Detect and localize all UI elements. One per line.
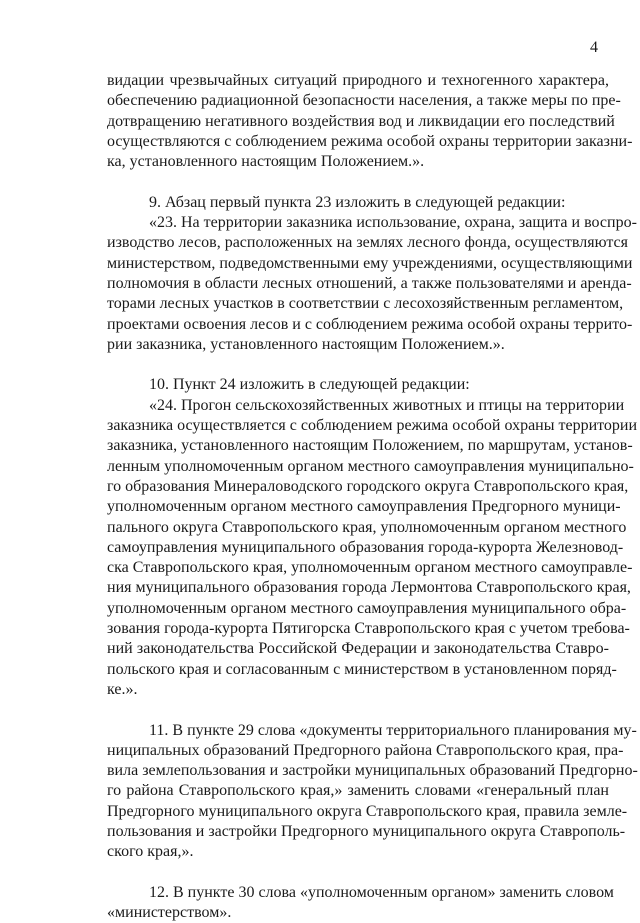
paragraph-continuation — [107, 71, 633, 172]
text-line: дотвращению негативного воздействия вод и ликвидации его последствий — [107, 112, 615, 130]
paragraph-item-9 — [107, 193, 637, 355]
text-line: польского края и согласованным с министерством в установленном поряд- — [107, 660, 617, 678]
text-line: Предгорного муниципального округа Ставропольского края, правила земле- — [107, 802, 628, 820]
text-line: «министерством». — [107, 904, 232, 922]
text-line: осуществляются с соблюдением режима особой охраны территории заказни- — [107, 132, 633, 150]
text-line: ниципальных образований Предгорного района Ставропольского края, пра- — [107, 741, 624, 759]
text-line: министерством, подведомственными ему учреждениями, осуществляющими — [107, 254, 633, 272]
text-line: обеспечению радиационной безопасности населения, а также меры по пре- — [107, 92, 621, 110]
text-line: ний законодательства Российской Федерации и законодательства Ставро- — [107, 640, 609, 658]
text-line: ка, установленного настоящим Положением.». — [107, 153, 425, 171]
text-line: торами лесных участков в соответствии с лесохозяйственным регламентом, — [107, 295, 624, 313]
text-line: ска Ставропольского края, уполномоченным органом местного самоуправле- — [107, 559, 633, 577]
text-line: ского края,». — [107, 843, 194, 861]
text-line: заказника, установленного настоящим Положением, по маршрутам, установ- — [107, 437, 633, 455]
text-line: «23. На территории заказника использование, охрана, защита и воспро- — [149, 214, 637, 232]
paragraph-gap — [107, 700, 609, 720]
text-line: 12. В пункте 30 слова «уполномоченным органом» заменить словом — [149, 883, 614, 901]
page-number: 4 — [590, 39, 598, 56]
text-line: уполномоченным органом местного самоуправления Предгорного муници- — [107, 498, 621, 516]
text-line: полномочия в области лесных отношений, а также пользователями и аренда- — [107, 274, 632, 292]
paragraph-gap — [107, 172, 609, 192]
text-line: ке.». — [107, 680, 138, 698]
text-line: зования города-курорта Пятигорска Ставропольского края с учетом требова- — [107, 620, 630, 638]
text-line: вила землепользования и застройки муниципальных образований Предгорно- — [107, 762, 638, 780]
text-line: заказника осуществляется с соблюдением режима особой охраны территории — [107, 417, 638, 435]
document-body — [107, 71, 638, 923]
item-heading: 9. Абзац первый пункта 23 изложить в следующей редакции: — [149, 193, 566, 211]
text-line: видации чрезвычайных ситуаций природного и техногенного характера, — [107, 72, 609, 89]
text-line: пального округа Ставропольского края, уполномоченным органом местного — [107, 518, 627, 536]
paragraph-item-10 — [107, 375, 638, 700]
item-heading: 10. Пункт 24 изложить в следующей редакции: — [149, 376, 470, 394]
text-line: пользования и застройки Предгорного муниципального округа Ставрополь- — [107, 822, 626, 840]
text-line: 11. В пункте 29 слова «документы территориального планирования му- — [149, 721, 637, 739]
text-line: го района Ставропольского края,» заменить словами «генеральный план — [107, 782, 609, 800]
paragraph-gap — [107, 863, 609, 883]
text-line: уполномоченным органом местного самоуправления муниципального обра- — [107, 599, 627, 617]
text-line: изводство лесов, расположенных на землях лесного фонда, осуществляются — [107, 234, 628, 252]
paragraph-item-11 — [107, 721, 638, 863]
text-line: самоуправления муниципального образования города-курорта Железновод- — [107, 538, 624, 556]
text-line: ленным уполномоченным органом местного самоуправления муниципально- — [107, 457, 634, 475]
text-line: рии заказника, установленного настоящим Положением.». — [107, 335, 505, 353]
text-line: го образования Минераловодского городского округа Ставропольского края, — [107, 477, 629, 495]
text-line: ния муниципального образования города Лермонтова Ставропольского края, — [107, 579, 631, 597]
text-line: проектами освоения лесов и с соблюдением режима особой охраны террито- — [107, 315, 633, 333]
text-line: «24. Прогон сельскохозяйственных животных и птицы на территории — [149, 396, 625, 414]
paragraph-gap — [107, 355, 609, 375]
